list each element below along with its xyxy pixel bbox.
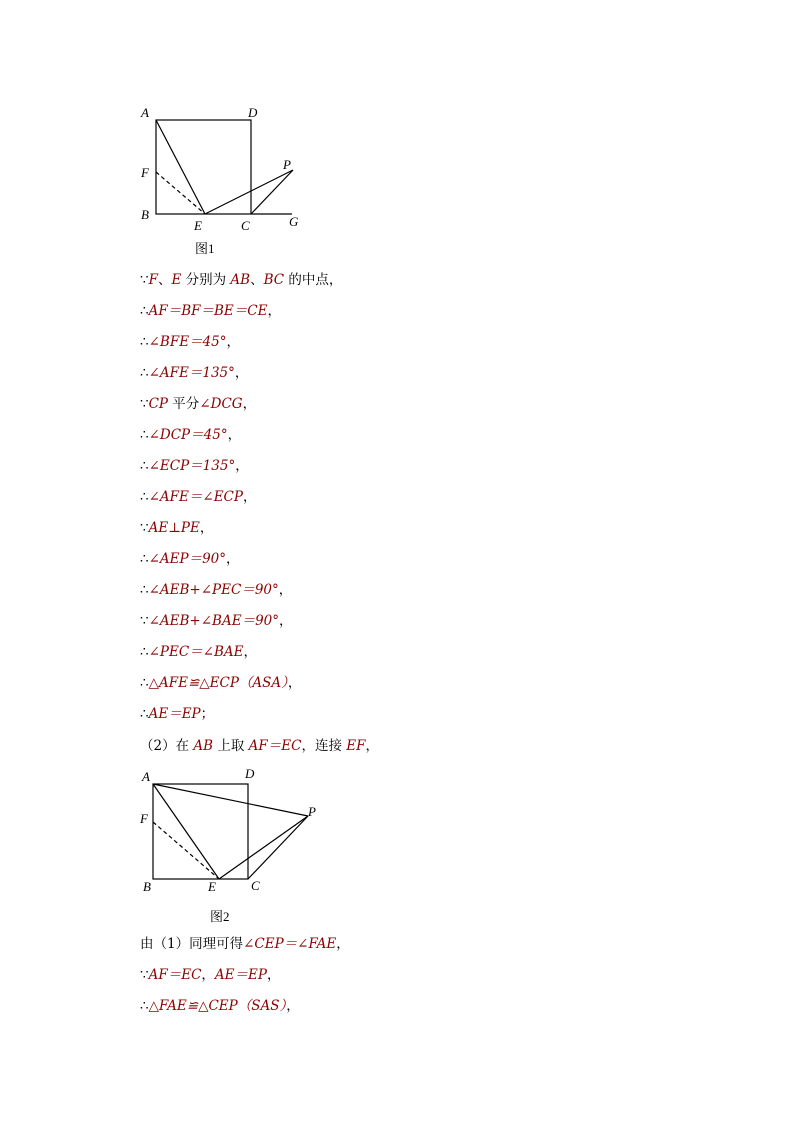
text-fragment: ， [287,675,302,691]
therefore-symbol: ∴ [140,644,149,660]
math-expression: ∠AFE＝∠ECP [148,489,243,505]
therefore-symbol: ∴ [140,998,149,1014]
label-a: A [142,769,150,784]
proof-line [140,395,256,413]
proof-line [140,935,350,953]
because-symbol: ∵ [140,613,149,629]
therefore-symbol: ∴ [140,427,149,443]
label-g: G [289,214,299,229]
math-expression: E [171,272,182,288]
text-fragment: ， [227,427,242,443]
math-expression: AB [230,272,251,288]
text-fragment: ， [199,520,214,536]
label-c: C [251,878,260,893]
text-fragment: ， [286,998,300,1014]
proof-line [140,457,249,475]
math-expression: ∠DCG [199,396,243,412]
math-expression: F [148,272,158,288]
label-e: E [208,879,216,894]
therefore-symbol: ∴ [140,365,149,381]
math-expression: △FAE≌△CEP（SAS） [148,998,287,1014]
because-symbol: ∵ [140,967,149,983]
figure-2-diagram [130,765,330,900]
text-fragment: ， [201,967,215,983]
text-fragment: ， [336,936,350,952]
math-expression: ∠AEB+∠BAE＝90° [148,613,280,629]
label-c: C [241,218,250,233]
text-fragment: ， [266,967,281,983]
therefore-symbol: ∴ [140,551,149,567]
proof-line [140,674,301,692]
proof-line [140,426,241,444]
label-d: D [245,766,255,781]
segment-ap [153,784,308,816]
figure-1-caption: 图1 [195,241,215,256]
math-expression: AF＝BF＝BE＝CE [148,303,268,319]
proof-line [140,966,280,984]
text-fragment: ， [242,489,257,505]
text-fragment: 由（1）同理可得 [140,936,244,952]
math-expression: ∠AEB+∠PEC＝90° [148,582,279,598]
therefore-symbol: ∴ [140,582,149,598]
therefore-symbol: ∴ [140,334,149,350]
label-d: D [248,105,258,120]
text-fragment: ， [242,396,257,412]
segment-cp [248,816,308,879]
math-expression: ∠DCP＝45° [148,427,228,443]
math-expression: ∠AEP＝90° [148,551,227,567]
proof-line [140,519,213,537]
figure-1-diagram [130,100,310,240]
figure-1 [130,100,310,240]
because-symbol: ∵ [140,520,149,536]
proof-line [140,488,256,506]
proof-line [140,612,293,630]
therefore-symbol: ∴ [140,303,149,319]
square-abcd [156,120,251,214]
label-p: P [308,804,316,819]
math-expression: △AFE≌△ECP（ASA） [148,675,288,691]
label-f: F [141,165,149,180]
math-expression: AB [193,738,214,754]
math-expression: BC [263,272,285,288]
therefore-symbol: ∴ [140,706,149,722]
label-p: P [283,157,291,172]
figure-2 [130,765,330,900]
therefore-symbol: ∴ [140,458,149,474]
math-expression: AE＝EP [148,706,201,722]
label-e: E [194,218,202,233]
text-fragment: ， [226,334,240,350]
segment-cp [251,170,293,214]
math-expression: EF [346,738,366,754]
math-expression: ∠PEC＝∠BAE [148,644,244,660]
proof-line [140,333,240,351]
text-fragment: 、 [250,272,264,288]
label-b: B [141,207,149,222]
text-fragment: ， [235,458,249,474]
text-fragment: 上取 [213,738,249,754]
square-abcd [153,784,248,879]
figure-2-caption: 图2 [210,909,230,924]
proof-line [140,643,257,661]
text-fragment: ，连接 [301,738,347,754]
text-fragment: 、 [157,272,172,288]
proof-line [140,364,248,382]
math-expression: AE⊥PE [148,520,200,536]
therefore-symbol: ∴ [140,675,149,691]
proof-line [140,581,292,599]
because-symbol: ∵ [140,396,149,412]
text-fragment: ， [243,644,258,660]
label-b: B [143,879,151,894]
proof-line [140,550,240,568]
proof-line [140,302,281,320]
text-fragment: ， [278,582,293,598]
because-symbol: ∵ [140,272,149,288]
segment-ep [219,816,308,879]
text-fragment: ， [234,365,249,381]
segment-ae [156,120,205,214]
math-expression: CP [148,396,169,412]
proof-line [140,997,300,1015]
segment-ae [153,784,219,879]
text-fragment: ， [365,738,379,754]
text-fragment: ， [279,613,293,629]
label-f: F [140,811,148,826]
math-expression: ∠ECP＝135° [148,458,236,474]
proof-line [140,705,214,723]
math-expression: AF＝EC [248,738,302,754]
text-fragment: ， [226,551,240,567]
text-fragment: ； [200,706,215,722]
text-fragment: 平分 [168,396,200,412]
text-fragment: 分别为 [181,272,231,288]
math-expression: ∠AFE＝135° [148,365,235,381]
proof-line [140,737,379,755]
text-fragment: ， [267,303,281,319]
therefore-symbol: ∴ [140,489,149,505]
text-fragment: 的中点， [284,272,343,288]
label-a: A [141,105,149,120]
math-expression: ∠CEP＝∠FAE [243,936,337,952]
segment-ep [205,170,293,214]
math-expression: ∠BFE＝45° [148,334,227,350]
math-expression: AF＝EC [148,967,202,983]
segment-fe-dashed [156,172,205,214]
math-expression: AE＝EP [214,967,267,983]
text-fragment: （2）在 [140,738,194,754]
proof-line [140,271,342,289]
